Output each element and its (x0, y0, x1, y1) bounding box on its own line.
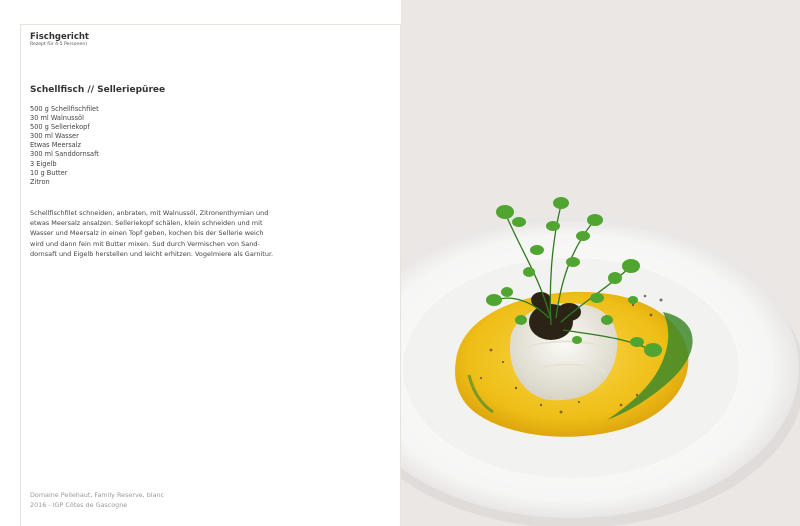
method-line: wird und dann fein mit Butter mixen. Sud durch Vermischen von Sand- (30, 239, 260, 248)
method-line: Wasser und Meersalz in einen Topf geben, kochen bis der Sellerie weich (30, 229, 264, 238)
method-text (30, 208, 330, 259)
recipe-page (20, 24, 401, 526)
ingredient-item: 10 g Butter (30, 168, 68, 177)
ingredient-item: Zitron (30, 177, 50, 186)
ingredient-item: 500 g Schellfischfilet (30, 105, 99, 113)
method-line: dornsaft und Eigelb herstellen und leicht erhitzen. Vogelmiere als Garnitur. (30, 249, 274, 258)
method-line: Schellfischfilet schneiden, anbraten, mit Walnussöl, Zitronenthymian und (30, 209, 269, 217)
ingredient-item: 300 ml Wasser (30, 132, 79, 141)
ingredient-item: 500 g Selleriekopf (30, 123, 90, 132)
ingredient-item: 3 Eigelb (30, 159, 57, 168)
recipe-title: Schellfisch // Selleriepüree (30, 85, 166, 95)
wine-name: Domaine Pellehaut, Family Reserve, blanc (30, 491, 165, 499)
ingredient-item: 300 ml Sanddornsaft (30, 150, 99, 159)
wine-origin: 2016 - IGP Côtes de Gascogne (30, 501, 128, 509)
ingredient-list (30, 105, 99, 187)
serving-note: Rezept für 4-5 Personen) (30, 42, 88, 47)
photo-panel (401, 0, 800, 526)
wine-pairing (30, 490, 164, 510)
dish-photo (401, 0, 800, 526)
method-line: etwas Meersalz ansalzen. Selleriekopf schälen, klein schneiden und mit (30, 219, 263, 228)
ingredient-item: Etwas Meersalz (30, 141, 81, 150)
chapter-title: Fischgericht (30, 32, 89, 42)
ingredient-item: 30 ml Walnussöl (30, 114, 84, 123)
